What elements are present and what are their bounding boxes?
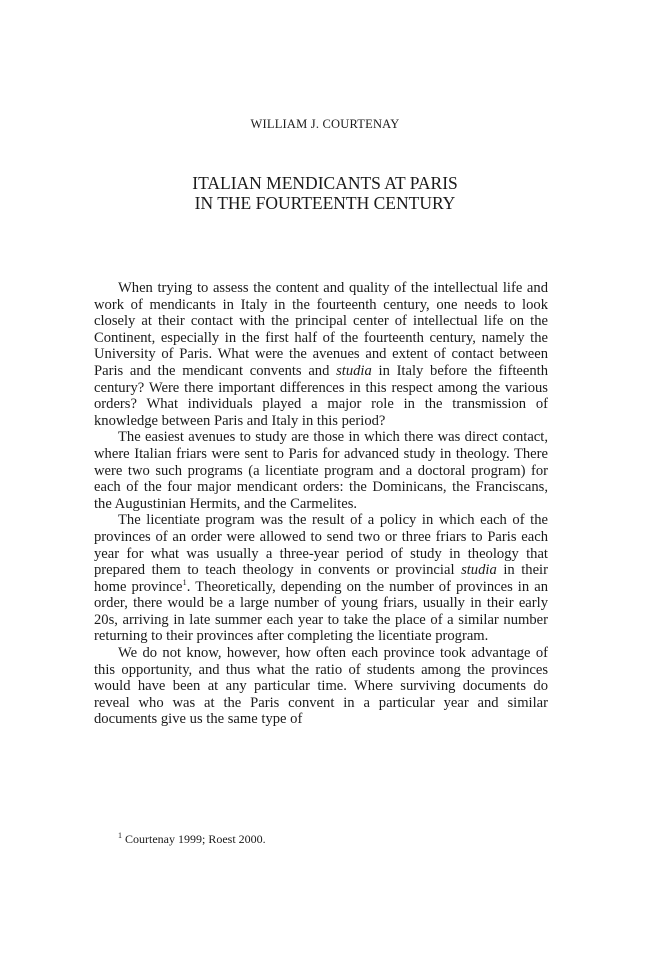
paragraph-1 <box>94 280 548 429</box>
article-title-line-2: IN THE FOURTEENTH CENTURY <box>194 193 456 213</box>
paragraph-3-italic: studia <box>461 562 497 579</box>
article-title-line-1: ITALIAN MENDICANTS AT PARIS <box>192 173 458 193</box>
footnote-text: Courtenay 1999; Roest 2000. <box>125 832 266 846</box>
footnote-mark: 1 <box>118 831 122 840</box>
paragraph-1-italic: studia <box>336 362 372 379</box>
body-text <box>94 280 548 728</box>
paragraph-3-part-c: . Theoretically, depending on the number of provinces in an order, there would be a large number of young friars, usually in their early 20s, arriving in late summer each year to take the place of a similar number returning to their provinces after completing the licentiate program. <box>94 578 548 645</box>
paragraph-3 <box>94 512 548 645</box>
paragraph-3-part-a: The licentiate program was the result of a policy in which each of the provinces of an order were allowed to send two or three friars to Paris each year for what was usually a three-year period of study in theology that prepared them to teach theology in convents or provincial <box>94 512 548 579</box>
paragraph-4: We do not know, however, how often each province took advantage of this opportunity, and thus what the ratio of students among the provinces would have been at any particular time. Where surviving documents do reveal who was at the Paris convent in a particular year and similar documents give us the same type of <box>94 645 548 728</box>
footnote-reference[interactable]: 1 <box>182 576 187 587</box>
running-author: WILLIAM J. COURTENAY <box>250 117 400 131</box>
footnote <box>118 832 548 846</box>
article-title <box>0 173 650 213</box>
paragraph-2: The easiest avenues to study are those in which there was direct contact, where Italian friars were sent to Paris for advanced study in theology. There were two such programs (a licentiate program and a doctoral program) for each of the four major mendicant orders: the Dominicans, the Franciscans, the Augustinian Hermits, and the Carmelites. <box>94 429 548 512</box>
paragraph-1-part-a: When trying to assess the content and quality of the intellectual life and work of mendicants in Italy in the fourteenth century, one needs to look closely at their contact with the principal center of intellectual life on the Continent, especially in the first half of the fourteenth century, namely the University of Paris. What were the avenues and extent of contact between Paris and the mendicant convents and <box>94 280 548 379</box>
paragraph-1-part-b: in Italy before the fifteenth century? Were there important differences in this respect among the various orders? What individuals played a major role in the transmission of knowledge between Paris and Italy in this period? <box>94 362 548 429</box>
paragraph-3-part-b: in their home province <box>94 562 548 595</box>
